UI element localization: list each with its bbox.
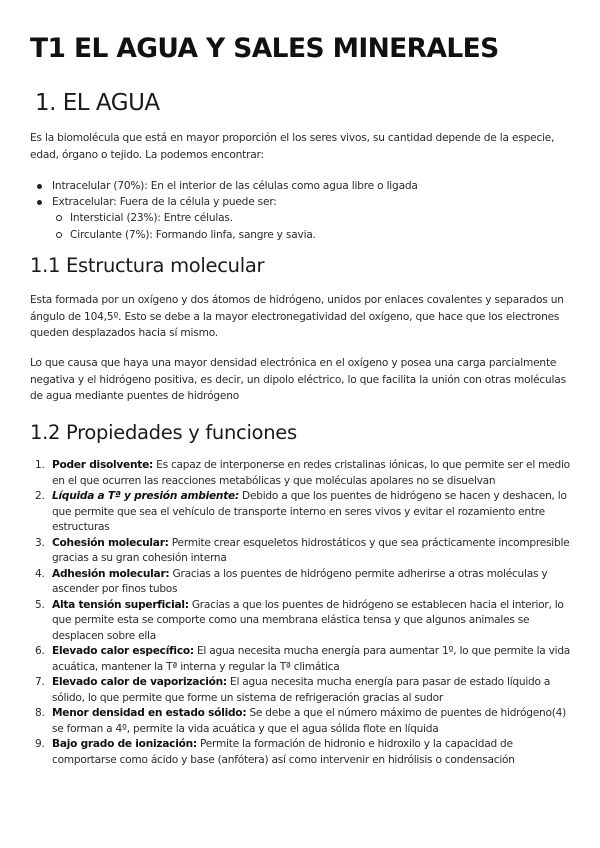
intro-paragraph: Es la biomolécula que está en mayor proporción el los seres vivos, su cantidad depende de la especie, edad, órgano o tejido. La podemos encontrar:: [30, 132, 555, 161]
item-number: 9.: [35, 738, 45, 750]
item-number: 1.: [35, 459, 45, 471]
item-text: Gracias a los puentes de hidrógeno permite adherirse a otras moléculas y ascender por finos tubos: [52, 567, 548, 595]
item-term: Alta tensión superficial:: [52, 598, 189, 611]
list-item: [30, 458, 575, 489]
list-item: [30, 737, 575, 768]
item-text: Permite la formación de hidronio e hidroxilo y la capacidad de comportarse como ácido y base (anfótera) así como intervenir en hidrólisis o condensación: [52, 738, 515, 766]
list-item: [30, 536, 575, 567]
document-title: T1 EL AGUA Y SALES MINERALES: [30, 33, 499, 64]
item-number: 3.: [35, 536, 45, 549]
list-item: [30, 598, 575, 645]
item-number: 6.: [35, 645, 45, 657]
properties-numbered-list: [30, 458, 575, 768]
item-term: Poder disolvente:: [52, 459, 154, 471]
item-text: Debido a que los puentes de hidrógeno se hacen y deshacen, lo que permite que sea el vehículo de transporte interno en seres vivos y evitar el rozamiento entre estructuras: [52, 490, 567, 533]
item-number: 4.: [35, 567, 45, 580]
sub-list-item: Intersticial (23%): Entre células.: [30, 210, 575, 226]
item-text: Gracias a que los puentes de hidrógeno se establecen hacia el interior, lo que permite esta se comporte como una membrana elástica tensa y que algunos animales se desplacen sobre ella: [52, 598, 564, 642]
section-heading-estructura-molecular: 1.1 Estructura molecular: [30, 254, 265, 277]
list-item: [30, 706, 575, 737]
list-item: [30, 675, 575, 706]
item-term: Menor densidad en estado sólido:: [52, 707, 247, 719]
item-number: 5.: [35, 598, 45, 611]
item-number: 2.: [35, 490, 45, 502]
list-item: Extracelular: Fuera de la célula y puede ser:: [30, 194, 575, 210]
item-term: Adhesión molecular:: [52, 567, 170, 580]
structure-paragraph-2: Lo que causa que haya una mayor densidad electrónica en el oxígeno y posea una carga parcialmente negativa y el hidrógeno positiva, es decir, un dipolo eléctrico, lo que facilita la unión con otras moléculas de agua mediante puentes de hidrógeno: [30, 357, 566, 402]
item-term: Líquida a Tª y presión ambiente:: [52, 490, 239, 502]
list-item: [30, 644, 575, 675]
item-text: Es capaz de interponerse en redes cristalinas iónicas, lo que permite ser el medio en el que ocurren las reacciones metabólicas y que moléculas apolares no se disuelvan: [52, 459, 570, 487]
structure-paragraph-1: Esta formada por un oxígeno y dos átomos de hidrógeno, unidos por enlaces covalentes y separados un ángulo de 104,5º. Esto se debe a la mayor electronegatividad del oxígeno, que hace que los electrones queden desplazados hacia sí mismo.: [30, 294, 564, 339]
list-item: Intracelular (70%): En el interior de las células como agua libre o ligada: [30, 178, 575, 194]
item-term: Elevado calor de vaporización:: [52, 676, 227, 688]
item-text: El agua necesita mucha energía para aumentar 1º, lo que permite la vida acuática, mantener la Tª interna y regular la Tª climática: [52, 645, 571, 673]
sub-list-item: Circulante (7%): Formando linfa, sangre y savia.: [30, 227, 575, 243]
section-heading-el-agua: 1. EL AGUA: [35, 90, 160, 116]
item-term: Elevado calor específico:: [52, 645, 194, 657]
section-heading-propiedades: 1.2 Propiedades y funciones: [30, 421, 297, 444]
item-text: Se debe a que el número máximo de puentes de hidrógeno(4) se forman a 4º, permite la vida acuática y que el agua sólida flote en líquida: [52, 707, 566, 735]
item-number: 8.: [35, 707, 45, 719]
list-item: [30, 489, 575, 536]
item-text: El agua necesita mucha energía para pasar de estado líquido a sólido, lo que permite que forme un sistema de refrigeración gracias al sudor: [52, 676, 551, 704]
item-number: 7.: [35, 676, 45, 688]
list-item: [30, 567, 575, 598]
item-text: Permite crear esqueletos hidrostáticos y que sea prácticamente incompresible gracias a su gran cohesión interna: [52, 536, 570, 564]
item-term: Bajo grado de ionización:: [52, 738, 197, 750]
location-bullet-list: [30, 178, 575, 243]
item-term: Cohesión molecular:: [52, 536, 169, 549]
